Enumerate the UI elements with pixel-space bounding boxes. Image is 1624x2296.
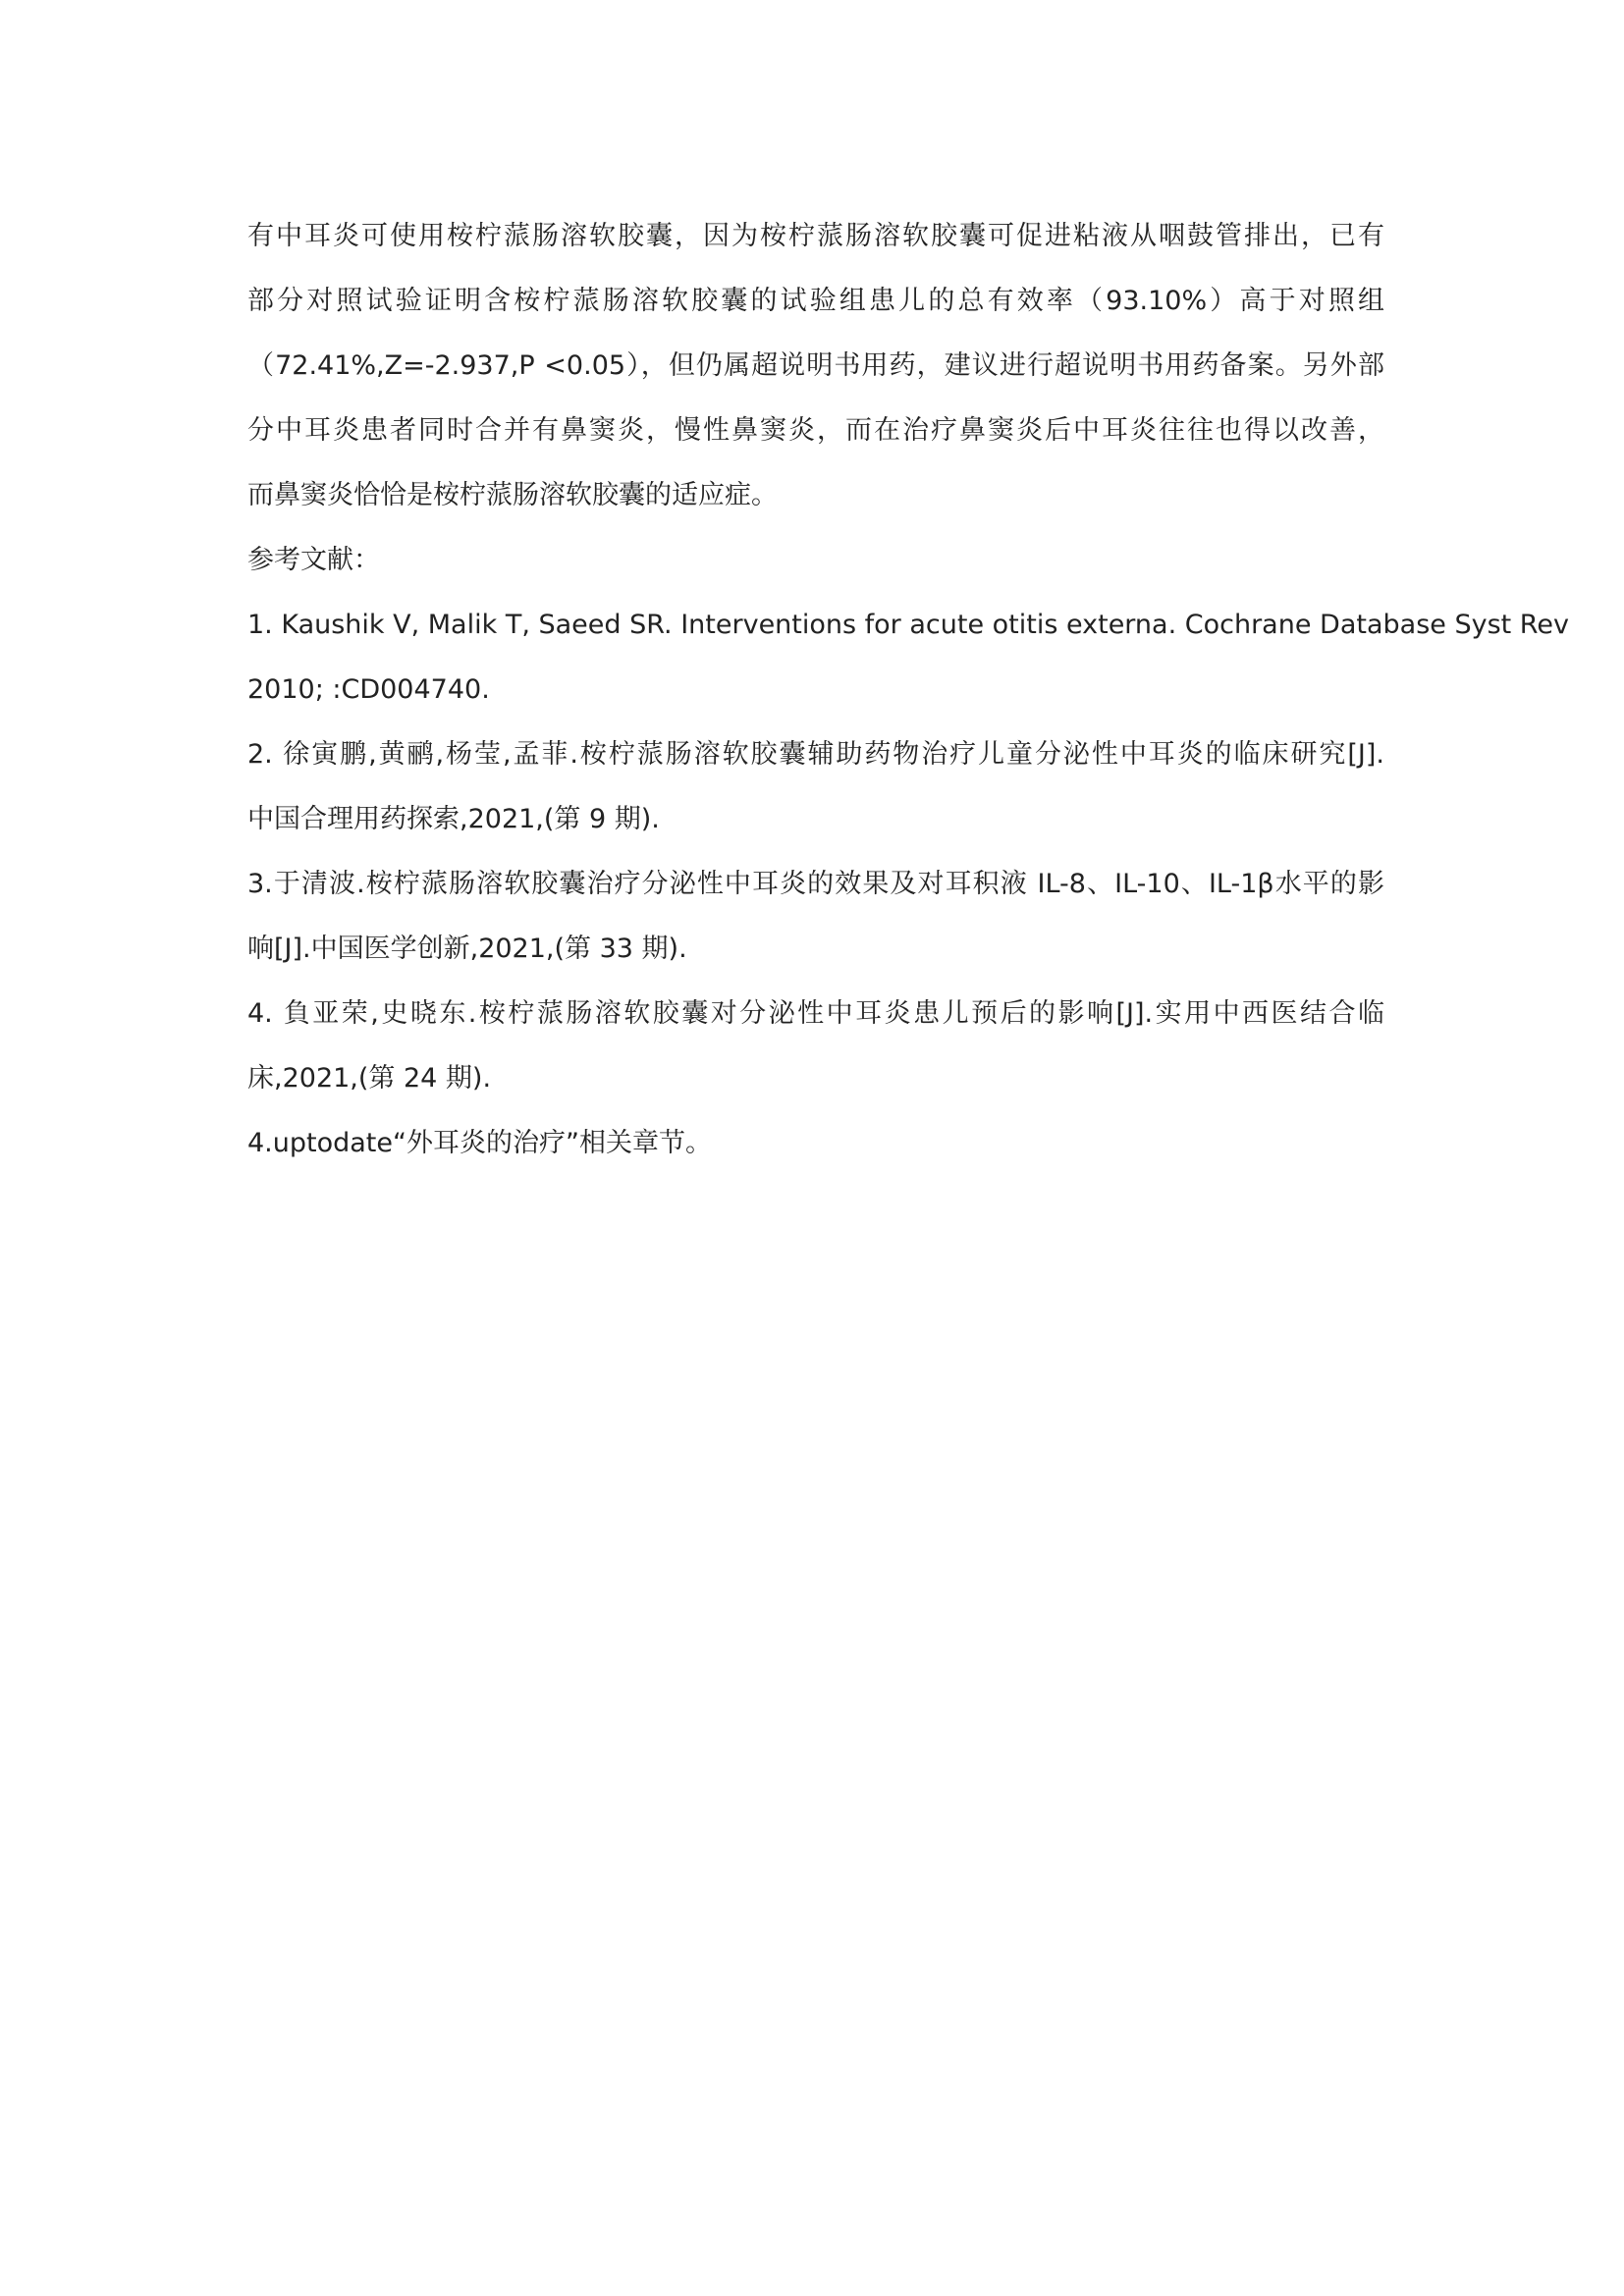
reference-item (247, 593, 1569, 722)
reference-line: 1. Kaushik V, Malik T, Saeed SR. Interventions for acute otitis externa. Cochrane Database Syst Rev (247, 610, 1569, 640)
reference-line: 2. 徐寅鹏,黄鹂,杨莹,孟菲.桉柠蒎肠溶软胶囊辅助药物治疗儿童分泌性中耳炎的临床研究[J]. (247, 739, 1384, 770)
reference-line: 3.于清波.桉柠蒎肠溶软胶囊治疗分泌性中耳炎的效果及对耳积液 IL-8、IL-10、IL-1β水平的影 (247, 869, 1384, 899)
paragraph-line: 有中耳炎可使用桉柠蒎肠溶软胶囊，因为桉柠蒎肠溶软胶囊可促进粘液从咽鼓管排出，已有 (247, 221, 1384, 251)
reference-line: 床,2021,(第 24 期). (247, 1063, 492, 1094)
reference-line: 4.uptodate“外耳炎的治疗”相关章节。 (247, 1128, 712, 1158)
paragraph-line: 部分对照试验证明含桉柠蒎肠溶软胶囊的试验组患儿的总有效率（93.10%）高于对照组 (247, 286, 1384, 316)
reference-item (247, 982, 1384, 1111)
paragraph-line: （72.41%,Z=-2.937,P <0.05），但仍属超说明书用药，建议进行超说明书用药备案。另外部 (247, 350, 1384, 381)
reference-item (247, 722, 1384, 852)
reference-item (247, 1111, 1384, 1176)
reference-line: 2010; :CD004740. (247, 674, 490, 705)
references-heading: 参考文献： (247, 545, 380, 575)
reference-line: 中国合理用药探索,2021,(第 9 期). (247, 804, 660, 834)
reference-item (247, 852, 1384, 982)
body-paragraph (247, 204, 1384, 528)
paragraph-line: 分中耳炎患者同时合并有鼻窦炎，慢性鼻窦炎，而在治疗鼻窦炎后中耳炎往往也得以改善， (247, 415, 1384, 446)
reference-line: 4. 負亚荣,史晓东.桉柠蒎肠溶软胶囊对分泌性中耳炎患儿预后的影响[J].实用中西医结合临 (247, 998, 1384, 1029)
reference-line: 响[J].中国医学创新,2021,(第 33 期). (247, 934, 687, 964)
paragraph-line: 而鼻窦炎恰恰是桉柠蒎肠溶软胶囊的适应症。 (247, 480, 778, 510)
references-list (247, 593, 1569, 1176)
page-content (247, 204, 1569, 1176)
